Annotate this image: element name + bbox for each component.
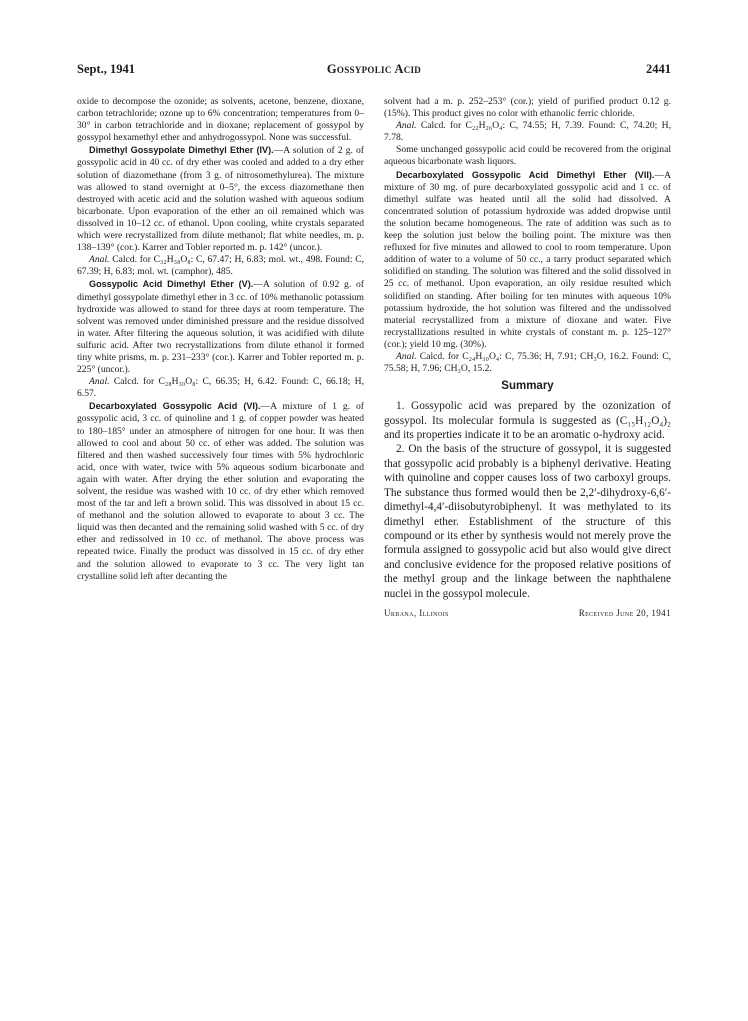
section-heading-compound-vii: Decarboxylated Gossypolic Acid Dimethyl Ether (VII). — [396, 169, 655, 180]
paragraph-text: —A mixture of 1 g. of gossypolic acid, 3 cc. of quinoline and 1 g. of copper powder was heated to 180–185° under an atmosphere of nitrogen for one hour. It was then allowed to cool and about 50 cc. of ether was added. The solution was filtered and then washed successively four times with 5% hydrochloric acid, once with water, twice with 5% aqueous sodium bicarbonate and again with water. After drying the ether solution and evaporating the solvent, the residue was washed with 10 cc. of dry ether which removed most of the tar and left a brown solid. This was dissolved in about 15 cc. of methanol and the solution allowed to evaporate to about 3 cc. The liquid was then decanted and the remaining solid washed with 5 cc. of dry ether and redissolved in 10 cc. of methanol. The above process was repeated twice. Finally the product was dissolved in 15 cc. of dry ether and the solution allowed to evaporate to 3 cc. The very light tan crystalline solid left after decanting the — [77, 401, 364, 582]
paragraph-analysis-vii — [384, 351, 671, 375]
page-header — [77, 62, 671, 80]
summary-point-2: 2. On the basis of the structure of gossypol, it is suggested that gossypolic acid probably is a biphenyl derivative. Heating with quinoline and copper causes loss of two carboxyl groups. The substance thus formed would then be 2,2′-dihydroxy-6,6′-dimethyl-4,4′-diisobutyrobiphenyl. It was methylated to its dimethyl ether. Establishment of the structure of this compound or its ether by synthesis would not merely prove the formula assigned to gossypolic acid but also would give direct and conclusive evidence for the proposed relative positions of the methyl group and the linkage between the naphthalene nuclei in the gossypol molecule. — [384, 443, 671, 600]
anal-label: Anal. — [89, 254, 110, 266]
paragraph-analysis-v — [77, 376, 364, 400]
paragraph-analysis-vi — [384, 120, 671, 144]
author-location: Urbana, Illinois — [384, 607, 449, 618]
anal-label: Anal. — [396, 350, 417, 362]
paragraph-recovery: Some unchanged gossypolic acid could be recovered from the original aqueous bicarbonate wash liquors. — [384, 144, 671, 168]
summary-point-1: 1. Gossypolic acid was prepared by the ozonization of gossypol. Its molecular formula is suggested as (C₁₅H₁₂O₄)₂ and its properties indicate it to be an aromatic o-hydroxy acid. — [384, 400, 671, 442]
paragraph-compound-vii — [384, 169, 671, 351]
anal-label: Anal. — [89, 376, 110, 388]
paragraph-analysis-iv — [77, 254, 364, 278]
paragraph-compound-vi — [77, 400, 364, 582]
paragraph-ozonolysis-conditions: oxide to decompose the ozonide; as solvents, acetone, benzene, dioxane, carbon tetrachloride; ozone up to 6% concentration; temperatures from 0–30° in carbon tetrachloride and in dioxane; replacement of gossypol by gossypol hexamethyl ether and anhydrogossypol. None was successful. — [77, 96, 364, 144]
paragraph-continued: solvent had a m. p. 252–253° (cor.); yield of purified product 0.12 g. (15%). This product gives no color with ethanolic ferric chloride. — [384, 96, 671, 120]
anal-label: Anal. — [396, 120, 417, 132]
paragraph-compound-iv — [77, 144, 364, 254]
received-date: Received June 20, 1941 — [578, 607, 671, 618]
left-column — [77, 96, 364, 583]
section-heading-compound-v: Gossypolic Acid Dimethyl Ether (V). — [89, 279, 254, 290]
analysis-text: Calcd. for C₂₄H₃₀O₄: C, 75.36; H, 7.91; CH₃O, 16.2. Found: C, 75.58; H, 7.96; CH₃O, 15.2. — [384, 350, 671, 375]
header-date: Sept., 1941 — [77, 62, 135, 76]
analysis-text: Calcd. for C₃₂H₃₈O₈: C, 67.47; H, 6.83; mol. wt., 498. Found: C, 67.39; H, 6.83; mol. wt. (camphor), 485. — [77, 254, 364, 278]
paragraph-text: —A solution of 2 g. of gossypolic acid in 40 cc. of dry ether was cooled and added to a dry ether solution of diazomethane (from 3 g. of nitrosomethylurea). The mixture was allowed to stand overnight at 0–5°, the excess diazomethane then destroyed with acetic acid and the solution washed with aqueous sodium bicarbonate. Upon evaporation of the ether an oil remained which was dissolved in 10–12 cc. of ethanol. Upon cooling, white crystals separated which were recrystallized from dilute methanol; flat white needles, m. p. 138–139° (cor.). Karrer and Tobler reported m. p. 142° (uncor.). — [77, 145, 364, 254]
summary-section — [384, 399, 671, 601]
paragraph-compound-v — [77, 278, 364, 376]
analysis-text: Calcd. for C₂₂H₂₆O₄: C, 74.55; H, 7.39. Found: C, 74.20; H, 7.78. — [384, 120, 671, 144]
analysis-text: Calcd. for C₂₈H₃₀O₈: C, 66.35; H, 6.42. Found: C, 66.18; H, 6.57. — [77, 376, 364, 400]
right-column — [384, 96, 671, 621]
page-number: 2441 — [646, 62, 671, 76]
section-heading-compound-vi: Decarboxylated Gossypolic Acid (VI). — [89, 401, 261, 412]
section-heading-compound-iv: Dimethyl Gossypolate Dimethyl Ether (IV). — [89, 145, 274, 156]
summary-heading: Summary — [501, 380, 554, 393]
running-title: Gossypolic Acid — [326, 62, 422, 76]
paragraph-text: —A solution of 0.92 g. of dimethyl gossypolate dimethyl ether in 3 cc. of 10% methanolic potassium hydroxide was allowed to stand for three days at room temperature. The solvent was removed under diminished pressure and the residue dissolved in water. After filtering the aqueous solution, it was acidified with dilute sulfuric acid. After two recrystallizations from dilute ethanol it formed tiny white prisms, m. p. 231–233° (cor.). Karrer and Tobler reported m. p. 225° (uncor.). — [77, 279, 364, 376]
article-footer — [384, 607, 671, 621]
paragraph-text: —A mixture of 30 mg. of pure decarboxylated gossypolic acid and 1 cc. of dimethyl sulfate was heated until all the solid had dissolved. A concentrated solution of potassium hydroxide was added dropwise until the solution became homogeneous. The rate of addition was such as to keep the solution just below the boiling point. The mixture was then refluxed for five minutes and allowed to cool to room temperature. Upon addition of water to a volume of 50 cc., a tarry product separated which solidified on standing. The solution was filtered and the solid dissolved in 25 cc. of methanol. Upon evaporation, an oily residue resulted which solidified on standing. After boiling for ten minutes with aqueous 10% potassium hydroxide, the hot solution was filtered and the undissolved material recrystallized from a mixture of dioxane and water. Five recrystallizations resulted in white crystals of constant m. p. 125–127° (cor.); yield 10 mg. (30%). — [384, 169, 671, 350]
